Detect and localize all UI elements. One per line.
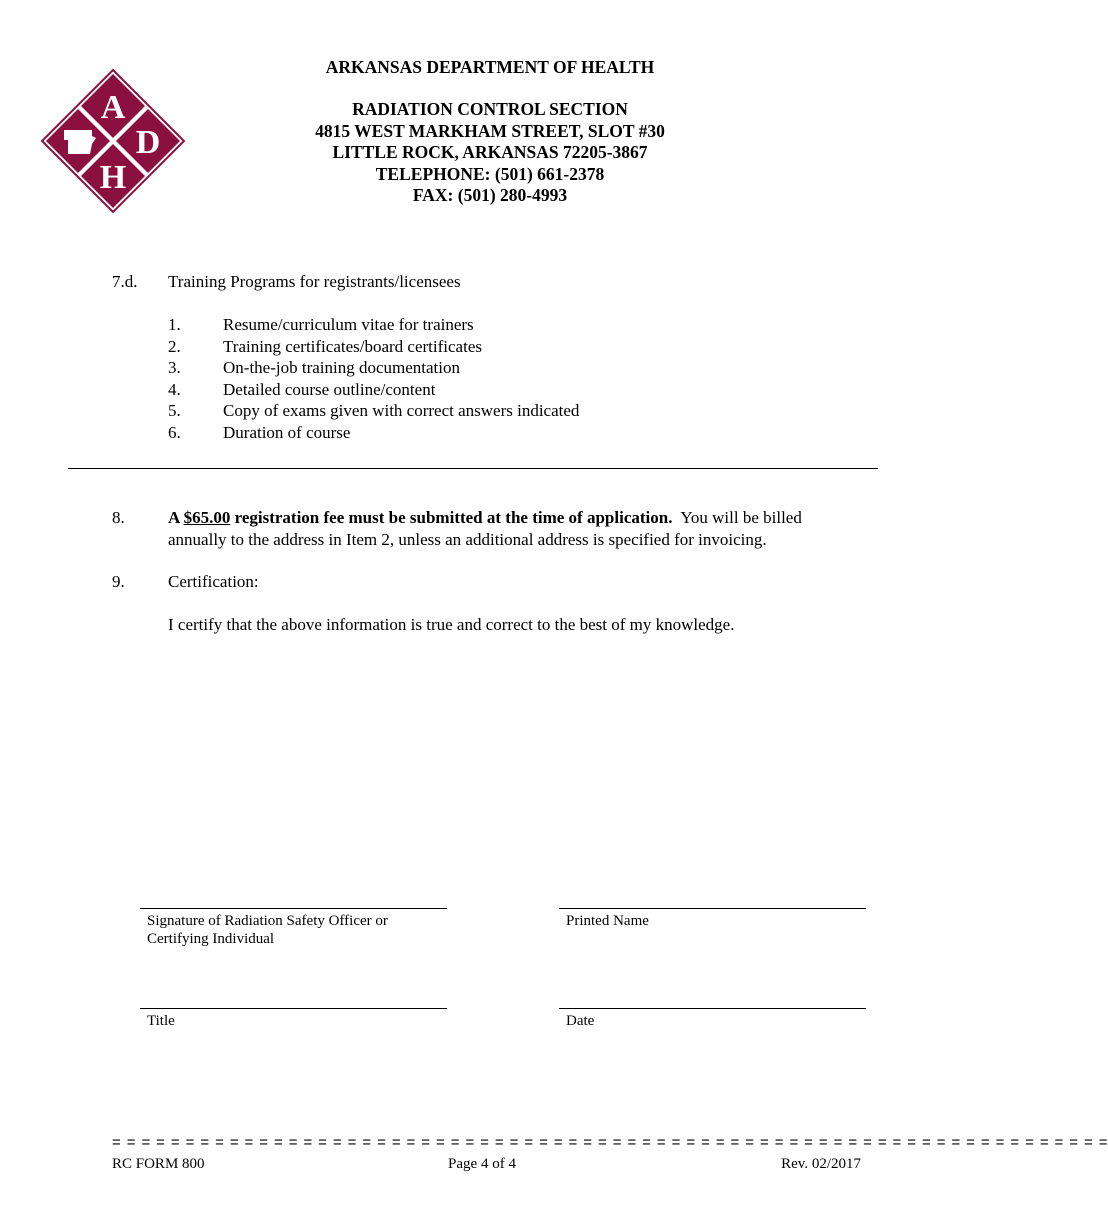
list-item: Detailed course outline/content <box>223 379 436 399</box>
list-item-number: 6. <box>168 422 181 442</box>
telephone: TELEPHONE: (501) 661-2378 <box>375 163 605 184</box>
item-9-number: 9. <box>112 572 125 591</box>
list-item-number: 2. <box>168 336 181 356</box>
list-item: Resume/curriculum vitae for trainers <box>223 315 474 334</box>
street-address: 4815 WEST MARKHAM STREET, SLOT #30 <box>315 120 665 141</box>
date-line[interactable] <box>559 1008 866 1009</box>
signature-line[interactable] <box>140 908 447 909</box>
fee-billing-text: You will be billed <box>672 508 802 527</box>
page-number: Page 4 of 4 <box>448 1156 516 1172</box>
printed-name-line[interactable] <box>559 908 866 909</box>
signature-label-line2: Certifying Individual <box>147 931 275 947</box>
date-label: Date <box>566 1013 595 1029</box>
signature-label-line1: Signature of Radiation Safety Officer or <box>147 913 388 929</box>
list-item-number: 4. <box>168 379 181 399</box>
fee-bold-prefix: A <box>168 508 184 527</box>
list-item-number: 3. <box>168 358 181 377</box>
list-item-number: 5. <box>168 401 181 420</box>
section-divider <box>68 468 878 469</box>
title-line[interactable] <box>140 1008 447 1009</box>
fee-amount: $65.00 <box>183 508 231 527</box>
item-8-fee-statement <box>168 507 878 529</box>
item-7d-number: 7.d. <box>112 272 138 291</box>
certification-statement: I certify that the above information is true and correct to the best of my knowledge. <box>168 615 735 634</box>
logo-letter-a: A <box>100 89 126 126</box>
list-item: Duration of course <box>223 422 351 442</box>
logo-letter-h: H <box>99 159 127 196</box>
list-item: On-the-job training documentation <box>223 358 460 377</box>
list-item: Training certificates/board certificates <box>223 336 482 356</box>
list-item: Copy of exams given with correct answers indicated <box>223 401 580 420</box>
printed-name-label: Printed Name <box>566 913 649 929</box>
adh-logo-graphic <box>40 68 186 214</box>
item-8-number: 8. <box>112 508 125 527</box>
item-7d-title: Training Programs for registrants/licensees <box>168 272 461 291</box>
city-address: LITTLE ROCK, ARKANSAS 72205-3867 <box>332 142 648 162</box>
footer-separator: = = = = = = = = = = = = = = = = = = = = = = = = = = = = = = = = = = = = = = = = = = = = = = = = = = = = = = = = = = = = = = = = = = = = <box>112 1134 1108 1151</box>
department-name: ARKANSAS DEPARTMENT OF HEALTH <box>325 57 655 77</box>
fax: FAX: (501) 280-4993 <box>412 185 568 205</box>
adh-logo <box>40 68 186 214</box>
item-8-billing-line: annually to the address in Item 2, unless an additional address is specified for invoicing. <box>168 529 767 549</box>
list-item-number: 1. <box>168 315 181 334</box>
section-name: RADIATION CONTROL SECTION <box>352 99 628 119</box>
item-9-title: Certification: <box>168 572 259 591</box>
revision-date: Rev. 02/2017 <box>781 1156 861 1172</box>
title-label: Title <box>147 1013 175 1029</box>
form-number: RC FORM 800 <box>112 1156 205 1172</box>
logo-letter-d: D <box>135 124 161 161</box>
fee-bold-suffix: registration fee must be submitted at the time of application. <box>230 508 673 527</box>
